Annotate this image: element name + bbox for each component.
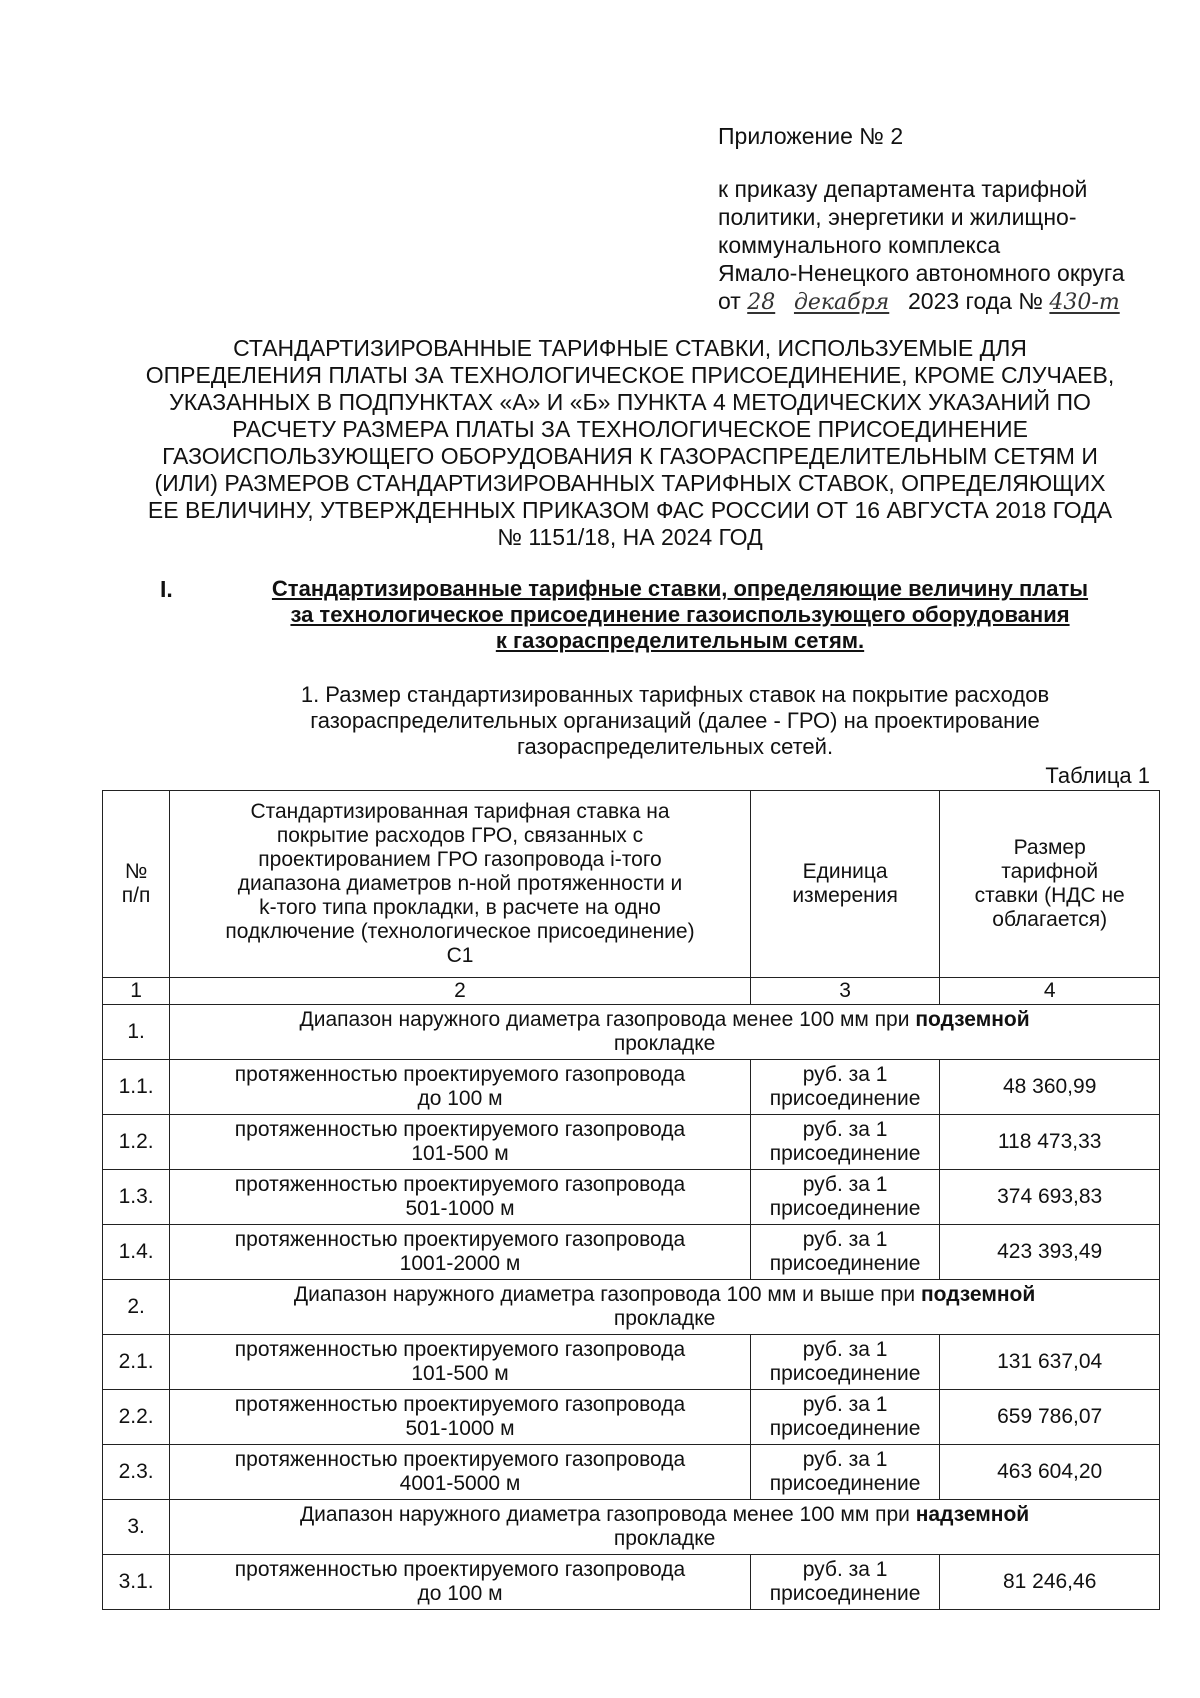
group-text: Диапазон наружного диаметра газопровода менее 100 мм при: [299, 1503, 910, 1526]
title-line: УКАЗАННЫХ В ПОДПУНКТАХ «А» И «Б» ПУНКТА 4 МЕТОДИЧЕСКИХ УКАЗАНИЙ ПО: [169, 389, 1091, 415]
column-number: 3: [750, 978, 940, 1005]
unit-line: руб. за 1: [802, 1118, 888, 1141]
group-text: Диапазон наружного диаметра газопровода 100 мм и выше при: [293, 1283, 916, 1306]
table-row: [103, 1170, 1160, 1225]
row-description: [170, 1115, 751, 1170]
subtitle-line: 1. Размер стандартизированных тарифных ставок на покрытие расходов: [300, 682, 1050, 707]
unit-line: руб. за 1: [802, 1228, 888, 1251]
header-line: покрытие расходов ГРО, связанных с: [276, 824, 644, 847]
row-value: 659 786,07: [940, 1390, 1160, 1445]
group-description: [170, 1280, 1160, 1335]
description-line: протяженностью проектируемого газопровода: [234, 1173, 686, 1196]
header-line: диапазона диаметров n-ной протяженности и: [237, 872, 683, 895]
row-value: 118 473,33: [940, 1115, 1160, 1170]
group-row: [103, 1005, 1160, 1060]
row-description: [170, 1555, 751, 1610]
description-line: до 100 м: [417, 1087, 503, 1110]
group-text: Диапазон наружного диаметра газопровода менее 100 мм при: [299, 1008, 910, 1031]
handwritten-month: декабря: [793, 290, 890, 315]
description-line: протяженностью проектируемого газопровода: [234, 1448, 686, 1471]
row-description: [170, 1335, 751, 1390]
column-number: 4: [940, 978, 1160, 1005]
row-number: 3.: [103, 1500, 170, 1555]
unit-line: присоединение: [769, 1417, 921, 1440]
header-line: проектированием ГРО газопровода i-того: [258, 848, 662, 871]
row-description: [170, 1225, 751, 1280]
description-line: до 100 м: [417, 1582, 503, 1605]
table-subtitle: [245, 682, 1105, 760]
order-date-line: [718, 287, 1178, 317]
handwritten-day: 28: [747, 290, 776, 315]
section-title: [230, 576, 1130, 654]
section-heading: [160, 576, 1160, 654]
table-row: [103, 1555, 1160, 1610]
title-line: ОПРЕДЕЛЕНИЯ ПЛАТЫ ЗА ТЕХНОЛОГИЧЕСКОЕ ПРИСОЕДИНЕНИЕ, КРОМЕ СЛУЧАЕВ,: [145, 362, 1115, 388]
unit-line: присоединение: [769, 1472, 921, 1495]
laying-type: подземной: [920, 1283, 1036, 1306]
row-description: [170, 1390, 751, 1445]
header-line: k-того типа прокладки, в расчете на одно: [259, 896, 661, 919]
unit-line: руб. за 1: [802, 1558, 888, 1581]
date-year: 2023 года №: [908, 288, 1044, 314]
table-header-row: [103, 791, 1160, 978]
group-text-tail: прокладке: [613, 1527, 716, 1550]
row-unit: [750, 1225, 940, 1280]
order-reference: [718, 175, 1178, 317]
description-line: 4001-5000 м: [399, 1472, 521, 1495]
header-num: [103, 791, 170, 978]
row-unit: [750, 1445, 940, 1500]
rates-table: [102, 790, 1160, 1610]
header-unit: [750, 791, 940, 978]
order-line: политики, энергетики и жилищно-: [718, 204, 1077, 230]
section-title-line: за технологическое присоединение газоиспользующего оборудования: [290, 602, 1070, 627]
row-unit: [750, 1555, 940, 1610]
laying-type: подземной: [915, 1008, 1030, 1031]
description-line: 501-1000 м: [405, 1417, 515, 1440]
unit-line: руб. за 1: [802, 1448, 888, 1471]
row-description: [170, 1170, 751, 1225]
unit-line: руб. за 1: [802, 1063, 888, 1086]
row-value: 131 637,04: [940, 1335, 1160, 1390]
section-number: I.: [160, 576, 173, 602]
row-description: [170, 1445, 751, 1500]
row-number: 2.: [103, 1280, 170, 1335]
title-line: (ИЛИ) РАЗМЕРОВ СТАНДАРТИЗИРОВАННЫХ ТАРИФНЫХ СТАВОК, ОПРЕДЕЛЯЮЩИХ: [154, 470, 1106, 496]
header-line: C1: [446, 944, 474, 967]
header-line: №: [124, 860, 148, 883]
title-line: ЕЕ ВЕЛИЧИНУ, УТВЕРЖДЕННЫХ ПРИКАЗОМ ФАС РОССИИ ОТ 16 АВГУСТА 2018 ГОДА: [147, 497, 1113, 523]
row-unit: [750, 1335, 940, 1390]
row-unit: [750, 1060, 940, 1115]
group-description: [170, 1005, 1160, 1060]
header-size: [940, 791, 1160, 978]
group-row: [103, 1500, 1160, 1555]
row-value: 48 360,99: [940, 1060, 1160, 1115]
unit-line: руб. за 1: [802, 1338, 888, 1361]
row-number: 2.1.: [103, 1335, 170, 1390]
order-line: к приказу департамента тарифной: [718, 176, 1088, 202]
row-number: 1.2.: [103, 1115, 170, 1170]
description-line: протяженностью проектируемого газопровода: [234, 1393, 686, 1416]
header-line: Единица: [802, 860, 888, 883]
unit-line: присоединение: [769, 1142, 921, 1165]
header-line: облагается): [992, 908, 1108, 931]
row-number: 2.3.: [103, 1445, 170, 1500]
group-row: [103, 1280, 1160, 1335]
header-line: Размер: [1013, 836, 1086, 859]
table-row: [103, 1115, 1160, 1170]
header-line: Стандартизированная тарифная ставка на: [250, 800, 670, 823]
row-value: 423 393,49: [940, 1225, 1160, 1280]
unit-line: руб. за 1: [802, 1173, 888, 1196]
description-line: протяженностью проектируемого газопровода: [234, 1228, 686, 1251]
table-row: [103, 1390, 1160, 1445]
unit-line: присоединение: [769, 1362, 921, 1385]
group-text-tail: прокладке: [613, 1032, 716, 1055]
document-title: [105, 335, 1155, 551]
unit-line: присоединение: [769, 1087, 921, 1110]
column-number: 1: [103, 978, 170, 1005]
subtitle-line: газораспределительных организаций (далее - ГРО) на проектирование: [310, 708, 1040, 733]
header-line: подключение (технологическое присоединение): [225, 920, 695, 943]
row-unit: [750, 1390, 940, 1445]
header-line: п/п: [121, 884, 151, 907]
appendix-label: Приложение № 2: [718, 123, 904, 149]
row-value: 81 246,46: [940, 1555, 1160, 1610]
row-number: 1.3.: [103, 1170, 170, 1225]
table-label: Таблица 1: [1045, 763, 1150, 788]
description-line: 1001-2000 м: [399, 1252, 521, 1275]
row-value: 374 693,83: [940, 1170, 1160, 1225]
unit-line: присоединение: [769, 1197, 921, 1220]
unit-line: присоединение: [769, 1582, 921, 1605]
section-title-line: к газораспределительным сетям.: [495, 628, 865, 653]
group-description: [170, 1500, 1160, 1555]
table-row: [103, 1335, 1160, 1390]
description-line: протяженностью проектируемого газопровода: [234, 1118, 686, 1141]
row-number: 1.4.: [103, 1225, 170, 1280]
column-number: 2: [170, 978, 751, 1005]
title-line: № 1151/18, НА 2024 ГОД: [497, 524, 763, 550]
column-number-row: [103, 978, 1160, 1005]
laying-type: надземной: [915, 1503, 1030, 1526]
description-line: 101-500 м: [411, 1362, 509, 1385]
row-number: 1.: [103, 1005, 170, 1060]
title-line: СТАНДАРТИЗИРОВАННЫЕ ТАРИФНЫЕ СТАВКИ, ИСПОЛЬЗУЕМЫЕ ДЛЯ: [233, 335, 1027, 361]
header-line: тарифной: [1001, 860, 1099, 883]
row-unit: [750, 1170, 940, 1225]
row-number: 1.1.: [103, 1060, 170, 1115]
order-line: Ямало-Ненецкого автономного округа: [718, 260, 1125, 286]
title-line: РАСЧЕТУ РАЗМЕРА ПЛАТЫ ЗА ТЕХНОЛОГИЧЕСКОЕ ПРИСОЕДИНЕНИЕ: [232, 416, 1028, 442]
row-number: 3.1.: [103, 1555, 170, 1610]
handwritten-order-number: 430-т: [1049, 290, 1120, 315]
row-value: 463 604,20: [940, 1445, 1160, 1500]
title-line: ГАЗОИСПОЛЬЗУЮЩЕГО ОБОРУДОВАНИЯ К ГАЗОРАСПРЕДЕЛИТЕЛЬНЫМ СЕТЯМ И: [162, 443, 1098, 469]
unit-line: присоединение: [769, 1252, 921, 1275]
order-line: коммунального комплекса: [718, 232, 1001, 258]
description-line: протяженностью проектируемого газопровода: [234, 1063, 686, 1086]
group-text-tail: прокладке: [613, 1307, 716, 1330]
date-prefix: от: [718, 288, 741, 314]
description-line: протяженностью проектируемого газопровода: [234, 1558, 686, 1581]
description-line: 501-1000 м: [405, 1197, 515, 1220]
table-row: [103, 1225, 1160, 1280]
row-unit: [750, 1115, 940, 1170]
table-row: [103, 1060, 1160, 1115]
row-number: 2.2.: [103, 1390, 170, 1445]
unit-line: руб. за 1: [802, 1393, 888, 1416]
header-rate: [170, 791, 751, 978]
table-row: [103, 1445, 1160, 1500]
header-line: измерения: [792, 884, 898, 907]
section-title-line: Стандартизированные тарифные ставки, определяющие величину платы: [271, 576, 1089, 601]
subtitle-line: газораспределительных сетей.: [516, 734, 834, 759]
description-line: 101-500 м: [411, 1142, 509, 1165]
header-line: ставки (НДС не: [974, 884, 1125, 907]
row-description: [170, 1060, 751, 1115]
description-line: протяженностью проектируемого газопровода: [234, 1338, 686, 1361]
